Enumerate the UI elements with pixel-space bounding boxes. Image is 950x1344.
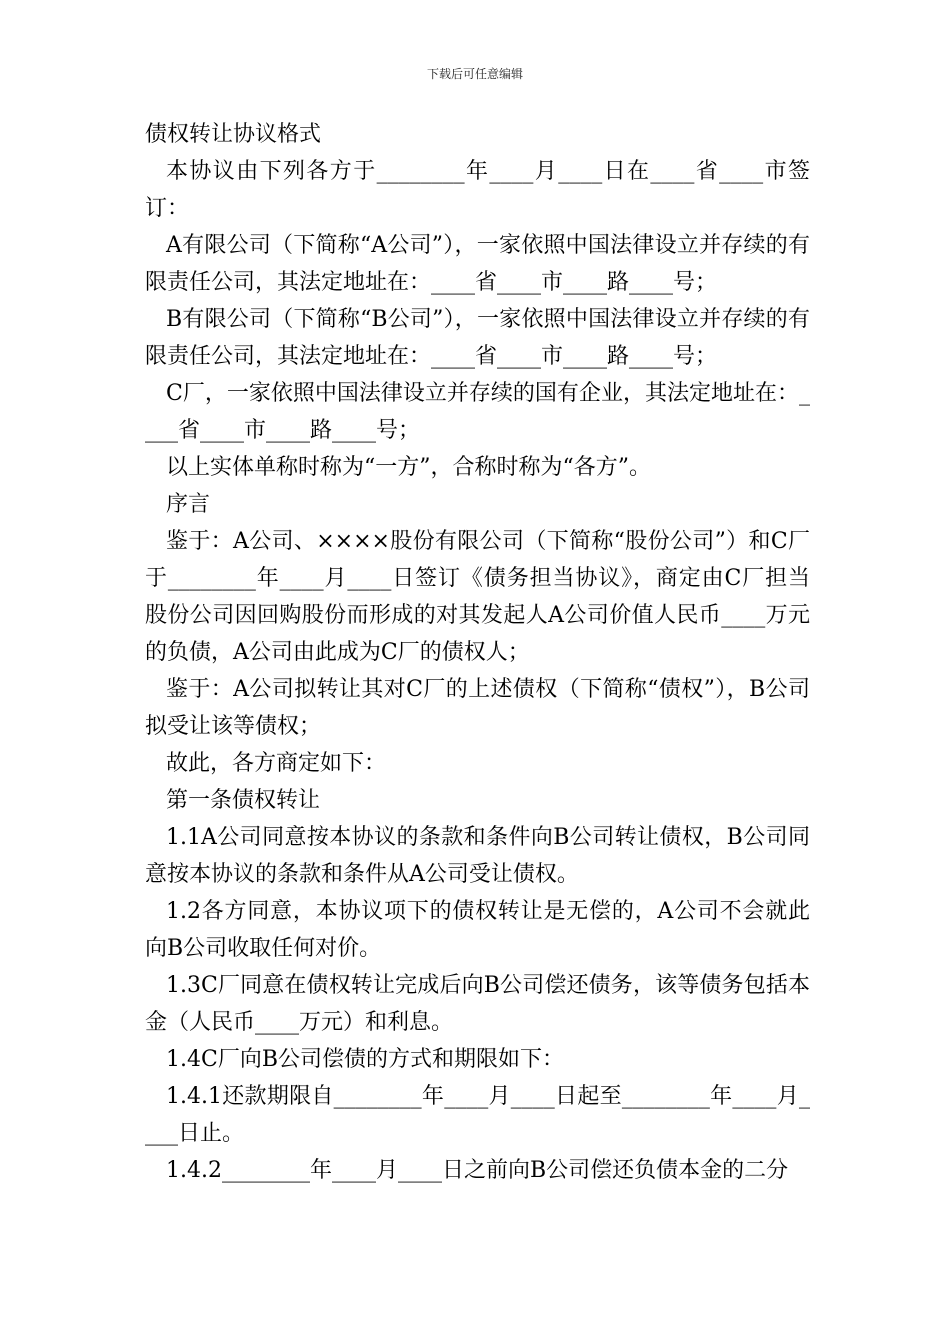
clause-1-2: 1.2各方同意，本协议项下的债权转让是无偿的，A公司不会就此向B公司收取任何对价。 [145,899,810,961]
paragraph-party-b: B有限公司（下简称“B公司”），一家依照中国法律设立并存续的有限责任公司，其法定地址在：____省____市____路____号； [145,307,810,369]
clause-1-4-1: 1.4.1还款期限自________年____月____日起至________年____月____日止。 [145,1084,810,1146]
clause-1-4-2: 1.4.2________年____月____日之前向B公司偿还负债本金的二分 [166,1158,789,1183]
clause-1-1: 1.1A公司同意按本协议的条款和条件向B公司转让债权，B公司同意按本协议的条款和条件从A公司受让债权。 [145,825,810,887]
paragraph-signing-info: 本协议由下列各方于________年____月____日在____省____市签订： [145,159,810,221]
paragraph-party-a: A有限公司（下简称“A公司”），一家依照中国法律设立并存续的有限责任公司，其法定地址在：____省____市____路____号； [145,233,810,295]
section-heading-preamble: 序言 [166,492,211,517]
clause-1-3: 1.3C厂同意在债权转让完成后向B公司偿还债务，该等债务包括本金（人民币____万元）和利息。 [145,973,810,1035]
paragraph-whereas-2: 鉴于：A公司拟转让其对C厂的上述债权（下简称“债权”），B公司拟受让该等债权； [145,677,810,739]
clause-1-4: 1.4C厂向B公司偿债的方式和期限如下： [166,1047,564,1072]
paragraph-agreement-intro: 故此，各方商定如下： [166,751,387,776]
paragraph-definitions: 以上实体单称时称为“一方”，合称时称为“各方”。 [166,455,651,480]
paragraph-party-c: C厂，一家依照中国法律设立并存续的国有企业，其法定地址在：____省____市____路____号； [145,381,810,443]
section-heading-article-1: 第一条债权转让 [166,788,321,813]
page-header: 下载后可任意编辑 [426,67,523,81]
paragraph-whereas-1: 鉴于：A公司、××××股份有限公司（下简称“股份公司”）和C厂于________年____月____日签订《债务担当协议》，商定由C厂担当股份公司因回购股份而形成的对其发起人A公司价值人民币____万元的负债，A公司由此成为C厂的债权人； [145,529,810,665]
document-body [145,116,810,1189]
document-title: 债权转让协议格式 [145,122,322,147]
